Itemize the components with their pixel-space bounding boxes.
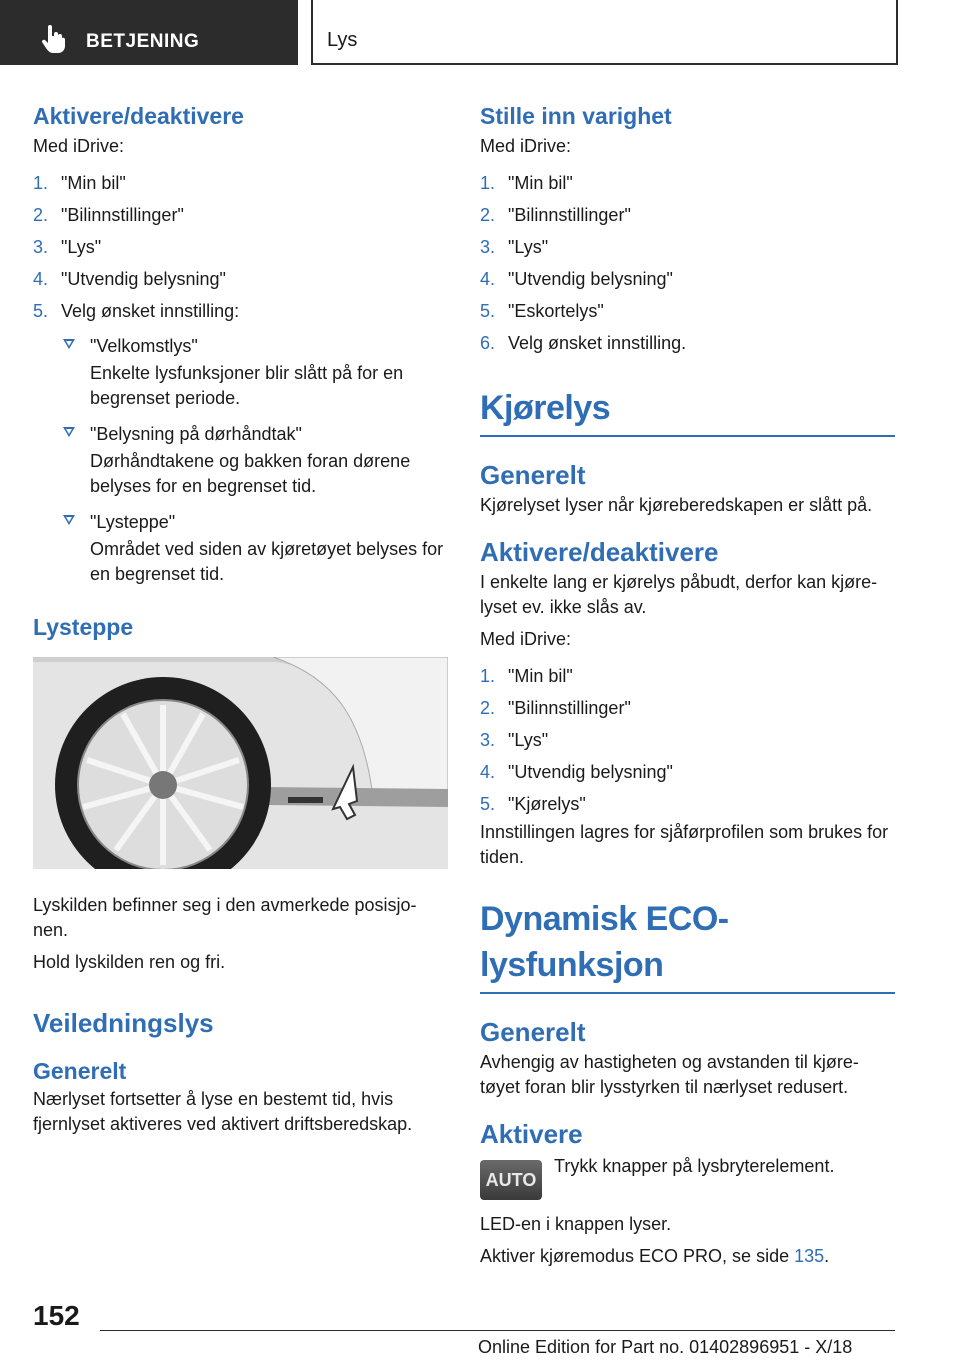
auto-button-icon: AUTO — [480, 1160, 542, 1200]
heading-activate: Aktivere/deaktivere — [480, 537, 719, 567]
car-wheel-image — [33, 657, 448, 869]
hand-pointer-icon — [40, 25, 66, 53]
lysteppe-note: Hold lyskilden ren og fri. — [33, 952, 226, 972]
list-item: 3. "Lys" — [33, 237, 102, 257]
list-item: 2. "Bilinnstillinger" — [480, 698, 631, 718]
left-column — [33, 100, 448, 1137]
triangle-bullet-icon — [63, 339, 75, 349]
heading-generelt: Generelt — [480, 1017, 586, 1047]
footer-edition: Online Edition for Part no. 01402896951 - X/18 — [478, 1337, 853, 1357]
list-item: 4. "Utvendig belysning" — [480, 762, 673, 782]
page-number: 152 — [33, 1300, 80, 1331]
list-item: 3. "Lys" — [480, 730, 549, 750]
steps-list — [33, 167, 448, 327]
eco-text: Avhengig av hastigheten og avstanden til kjøre-tøyet foran blir lysstyrken til nærlyset redusert. — [480, 1052, 859, 1097]
list-item: 6. Velg ønsket innstilling. — [480, 333, 687, 353]
steps-list — [480, 660, 895, 820]
list-item: 4. "Utvendig belysning" — [480, 269, 673, 289]
intro-text: Med iDrive: — [480, 629, 572, 649]
list-item: 1. "Min bil" — [480, 666, 573, 686]
list-item: 5. "Eskortelys" — [480, 301, 604, 321]
options-list — [33, 331, 448, 587]
list-item: 2. "Bilinnstillinger" — [480, 205, 631, 225]
heading-generelt: Generelt — [33, 1058, 127, 1084]
chapter-header — [311, 0, 898, 65]
option-item: "Velkomstlys" Enkelte lysfunksjoner blir slått på for en begrenset periode. — [61, 331, 448, 411]
eco-pro-text: Aktiver kjøremodus ECO PRO, se side 135. — [480, 1246, 830, 1266]
heading-veiledningslys: Veiledningslys — [33, 1008, 214, 1038]
steps-list — [480, 167, 895, 359]
footer-divider — [100, 1330, 895, 1331]
led-text: LED-en i knappen lyser. — [480, 1214, 672, 1234]
intro-text: Med iDrive: — [480, 136, 572, 156]
list-item: 5. "Kjørelys" — [480, 794, 586, 814]
heading-dynamic-eco: Dynamisk ECO-lysfunksjon — [480, 896, 895, 994]
heading-duration: Stille inn varighet — [480, 103, 672, 129]
heading-generelt: Generelt — [480, 460, 586, 490]
option-item: "Belysning på dørhåndtak" Dørhåndtakene og bakken foran dørene belyses for en begrenset tid. — [61, 419, 448, 499]
option-item: "Lysteppe" Området ved siden av kjøretøyet belyses for en begrenset tid. — [61, 507, 448, 587]
list-item: 3. "Lys" — [480, 237, 549, 257]
veiledningslys-text: Nærlyset fortsetter å lyse en bestemt tid, hvis fjernlyset aktiveres ved aktivert driftsberedskap. — [33, 1089, 413, 1134]
heading-kjorelys: Kjørelys — [480, 385, 895, 437]
triangle-bullet-icon — [63, 427, 75, 437]
list-item: 2. "Bilinnstillinger" — [33, 205, 184, 225]
list-item: 1. "Min bil" — [480, 173, 573, 193]
triangle-bullet-icon — [63, 515, 75, 525]
auto-button-row — [480, 1156, 895, 1200]
wheel-illustration — [33, 657, 448, 869]
kjorelys-activate-text: I enkelte lang er kjørelys påbudt, derfor kan kjøre-lyset ev. ikke slås av. — [480, 572, 878, 617]
list-item: 4. "Utvendig belysning" — [33, 269, 226, 289]
list-item: 1. "Min bil" — [33, 173, 126, 193]
section-label: BETJENING — [86, 31, 200, 52]
heading-activate: Aktivere/deaktivere — [33, 103, 244, 129]
section-tab — [0, 0, 298, 65]
kjorelys-text: Kjørelyset lyser når kjøreberedskapen er slått på. — [480, 495, 873, 515]
right-column — [480, 100, 895, 1269]
chapter-title: Lys — [327, 29, 358, 51]
auto-button-text: Trykk knapper på lysbryterelement. — [554, 1156, 835, 1176]
intro-text: Med iDrive: — [33, 136, 125, 156]
heading-aktivere: Aktivere — [480, 1119, 583, 1149]
list-item: 5. Velg ønsket innstilling: — [33, 301, 240, 321]
lysteppe-text: Lyskilden befinner seg i den avmerkede posisjo-nen. — [33, 895, 417, 940]
heading-lysteppe: Lysteppe — [33, 614, 134, 640]
profile-note: Innstillingen lagres for sjåførprofilen som brukes for tiden. — [480, 822, 889, 867]
page-link[interactable]: 135 — [794, 1246, 825, 1266]
